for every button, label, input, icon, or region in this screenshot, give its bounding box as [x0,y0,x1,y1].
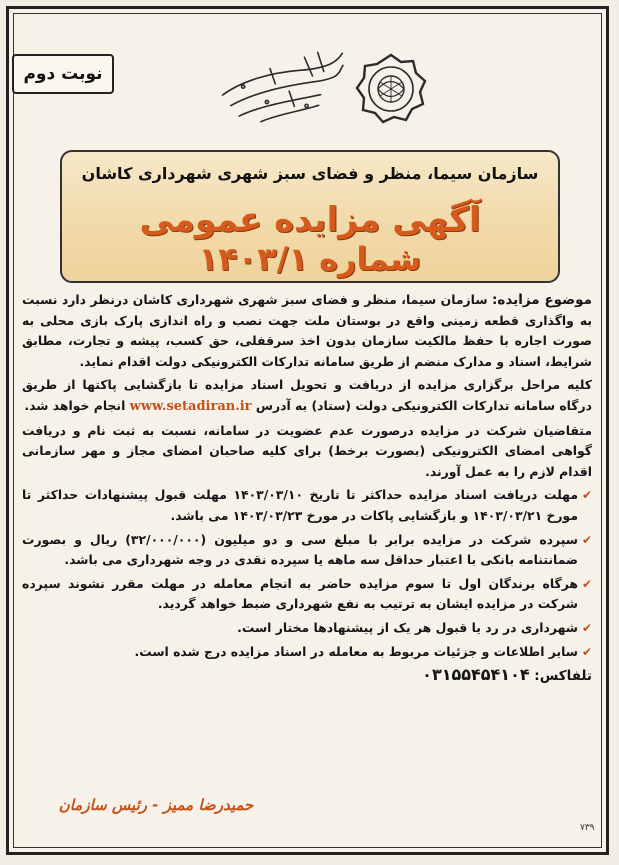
procedure-paragraph [22,375,592,417]
subject-paragraph [22,290,592,372]
round-badge: نوبت دوم [12,54,114,94]
municipality-logo-icon [354,52,428,126]
list-item [22,530,592,571]
setad-link[interactable]: www.setadiran.ir [129,398,252,414]
bullet-text: سپرده شرکت در مزایده برابر با مبلغ سی و دو میلیون (۳۲/۰۰۰/۰۰۰) ریال و بصورت ضمانتنامه بانکی با اعتبار حداقل سه ماهه یا سپرده نقدی در وجه شهرداری می باشد. [22,531,578,568]
contact-label: تلفاکس: [534,668,592,685]
procedure-text-end: انجام خواهد شد. [24,397,126,413]
organization-name: سازمان سیما، منظر و فضای سبز شهری شهرداری کاشان [81,164,539,183]
registration-paragraph: متقاضیان شرکت در مزایده درصورت عدم عضویت در سامانه، نسبت به ثبت نام و دریافت گواهی امضای الکترونیکی (بصورت برخط) برای کلیه صاحبان امضای مجاز و مهر سازمانی اقدام لازم را به عمل آورند. [22,422,592,479]
notice-title: آگهی مزایده عمومی [139,200,481,240]
check-icon: ✔ [581,620,592,635]
check-icon: ✔ [581,576,592,591]
subject-label: موضوع مزایده: [491,292,592,308]
check-icon: ✔ [581,488,592,503]
notice-body [22,290,592,690]
footer-code: ۷۳۹ [580,823,595,833]
check-icon: ✔ [581,532,592,547]
bullet-text: سایر اطلاعات و جزئیات مربوط به معامله در اسناد مزایده درج شده است. [134,643,578,659]
subject-text: سازمان سیما، منظر و فضای سبز شهری شهرداری کاشان درنظر دارد نسبت به واگذاری قطعه زمینی واقع در بوستان ملت جهت نصب و راه اندازی پارک بازی محلی به صورت اجاره با حفظ مالکیت سازمان بدون اخذ سرقفلی، حق کسب، پیشه و تجارت، مطابق شرایط، اسناد و مدارک منضم از طریق سامانه تدارکات الکترونیکی دولت اقدام نماید. [22,292,592,369]
signature: حمیدرضا ممیز - رئیس سازمان [58,796,254,814]
bullet-text: شهرداری در رد یا قبول هر یک از پیشنهادها مختار است. [237,619,578,635]
list-item [22,485,592,526]
list-item [22,618,592,639]
bullet-text: مهلت دریافت اسناد مزایده حداکثر تا تاریخ ۱۴۰۳/۰۳/۱۰ مهلت قبول پیشنهادات حداکثر تا مورخ ۱۴۰۳/۰۳/۲۱ و بازگشایی پاکات در مورخ ۱۴۰۳/۰۳/۲۳ می باشد. [22,487,578,523]
list-item [22,642,592,663]
contact-line [22,665,592,687]
bullet-text: هرگاه برندگان اول تا سوم مزایده حاضر به انجام معامله در مهلت مقرر نشوند سپرده شرکت در مزایده ایشان به ترتیب به نفع شهرداری ضبط خواهد گردید. [22,575,578,612]
procedure-text: کلیه مراحل برگزاری مزایده از دریافت و تحویل اسناد مزایده تا بازگشایی پاکتها از طریق درگاه سامانه تدارکات الکترونیکی دولت (ستاد) به آدرس [22,377,592,413]
notice-number: شماره ۱۴۰۳/۱ [198,240,422,278]
title-banner [60,150,560,283]
contact-phone[interactable]: ۰۳۱۵۵۴۵۴۱۰۴ [422,665,530,685]
check-icon: ✔ [581,644,592,659]
list-item [22,574,592,615]
